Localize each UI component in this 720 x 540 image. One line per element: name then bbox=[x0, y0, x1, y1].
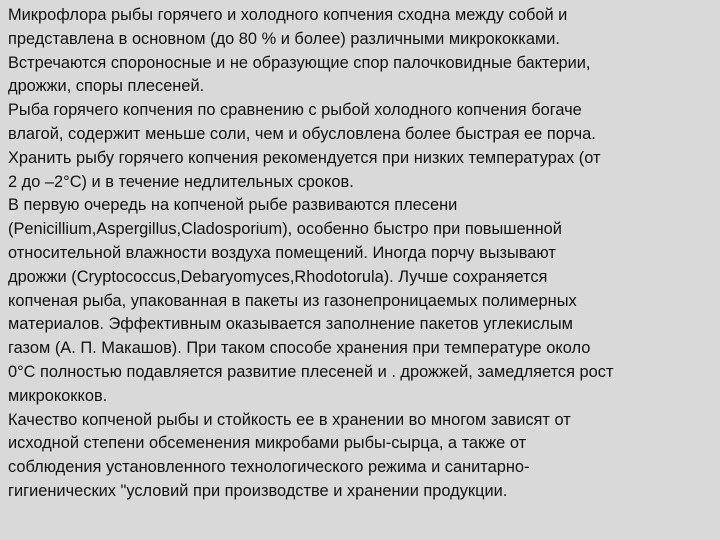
text-line: В первую очередь на копченой рыбе развиваются плесени bbox=[8, 196, 458, 215]
text-line: представлена в основном (до 80 % и более) различными микрококками. bbox=[8, 29, 560, 48]
text-line: газом (А. П. Макашов). При таком способе хранения при температуре около bbox=[8, 339, 591, 358]
text-line: (Penicillium,Aspergillus,Cladosporium), особенно быстро при повышенной bbox=[8, 220, 562, 239]
text-line: Рыба горячего копчения по сравнению с рыбой холодного копчения богаче bbox=[8, 101, 582, 120]
text-line: копченая рыба, упакованная в пакеты из газонепроницаемых полимерных bbox=[8, 291, 577, 310]
text-line: материалов. Эффективным оказывается заполнение пакетов углекислым bbox=[8, 315, 573, 334]
text-line: Встречаются спороносные и не образующие спор палочковидные бактерии, bbox=[8, 53, 591, 72]
body-text bbox=[8, 4, 712, 504]
text-line: исходной степени обсеменения микробами рыбы-сырца, а также от bbox=[8, 434, 527, 453]
text-line: дрожжи, споры плесеней. bbox=[8, 77, 205, 96]
text-line: относительной влажности воздуха помещений. Иногда порчу вызывают bbox=[8, 243, 556, 262]
text-line: Микрофлора рыбы горячего и холодного копчения сходна между собой и bbox=[8, 6, 568, 24]
text-line: соблюдения установленного технологического режима и санитарно- bbox=[8, 458, 530, 477]
text-line: влагой, содержит меньше соли, чем и обусловлена более быстрая ее порча. bbox=[8, 124, 596, 143]
text-line: дрожжи (Cryptococcus,Debaryomyces,Rhodotorula). Лучше сохраняется bbox=[8, 267, 548, 286]
text-line: микрококков. bbox=[8, 386, 108, 405]
text-line: 0°С полностью подавляется развитие плесеней и . дрожжей, замедляется рост bbox=[8, 362, 614, 381]
text-line: 2 до –2°С) и в течение недлительных сроков. bbox=[8, 172, 354, 191]
text-line: Качество копченой рыбы и стойкость ее в хранении во многом зависят от bbox=[8, 410, 571, 429]
text-line: гигиенических "условий при производстве и хранении продукции. bbox=[8, 481, 508, 500]
text-line: Хранить рыбу горячего копчения рекомендуется при низких температурах (от bbox=[8, 148, 601, 167]
